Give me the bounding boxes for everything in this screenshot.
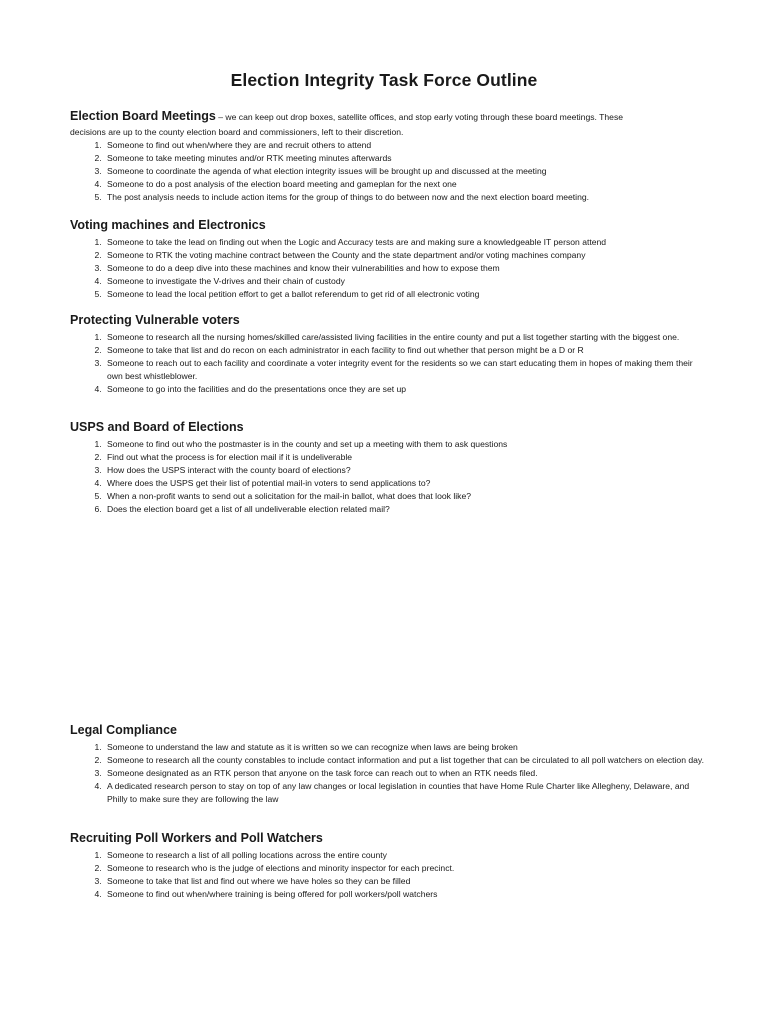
list-item: 3. Someone to do a deep dive into these machines and know their vulnerabilities and how to expose them <box>104 262 710 275</box>
list-item: 5. When a non-profit wants to send out a solicitation for the mail-in ballot, what does that look like? <box>104 490 710 503</box>
list-item: 1. Someone to find out who the postmaster is in the county and set up a meeting with them to ask questions <box>104 438 710 451</box>
item-list <box>70 139 710 204</box>
list-item: 4. Someone to investigate the V-drives and their chain of custody <box>104 275 710 288</box>
list-item: 3. Someone designated as an RTK person that anyone on the task force can reach out to when an RTK needs filed. <box>104 767 710 780</box>
list-item: 2. Someone to take meeting minutes and/or RTK meeting minutes afterwards <box>104 152 710 165</box>
section-intro: – we can keep out drop boxes, satellite offices, and stop early voting through these board meetings. These <box>215 112 624 122</box>
list-item: 1. Someone to research all the nursing homes/skilled care/assisted living facilities in the entire county and put a list together starting with the biggest one. <box>104 331 710 344</box>
section-legal-compliance <box>70 723 710 806</box>
list-item: 4. Someone to do a post analysis of the election board meeting and gameplan for the next one <box>104 178 710 191</box>
list-item: 6. Does the election board get a list of all undeliverable election related mail? <box>104 503 710 516</box>
list-item: 1. Someone to find out when/where they are and recruit others to attend <box>104 139 710 152</box>
section-heading: Recruiting Poll Workers and Poll Watchers <box>70 831 323 845</box>
section-intro-continued: decisions are up to the county election board and commissioners, left to their discretion. <box>70 127 404 137</box>
list-item: 3. Someone to coordinate the agenda of what election integrity issues will be brought up and discussed at the meeting <box>104 165 710 178</box>
section-voting-machines <box>70 218 710 301</box>
section-protecting-vulnerable-voters <box>70 313 710 396</box>
list-item: 2. Someone to research all the county constables to include contact information and put a list together that can be circulated to all poll watchers on election day. <box>104 754 710 767</box>
list-item: 4. A dedicated research person to stay on top of any law changes or local legislation in counties that have Home Rule Charter like Allegheny, Delaware, and Philly to make sure they are following the law <box>104 780 710 806</box>
list-item: 5. The post analysis needs to include action items for the group of things to do between now and the next election board meeting. <box>104 191 710 204</box>
item-list <box>70 741 710 806</box>
list-item: 5. Someone to lead the local petition effort to get a ballot referendum to get rid of all electronic voting <box>104 288 710 301</box>
list-item: 2. Someone to RTK the voting machine contract between the County and the state department and/or voting machines company <box>104 249 710 262</box>
section-heading: Protecting Vulnerable voters <box>70 313 240 327</box>
list-item: 1. Someone to understand the law and statute as it is written so we can recognize when laws are being broken <box>104 741 710 754</box>
section-recruiting-poll-workers <box>70 831 710 901</box>
section-election-board-meetings <box>70 109 710 204</box>
section-usps-board-of-elections <box>70 420 710 516</box>
list-item: 1. Someone to research a list of all polling locations across the entire county <box>104 849 710 862</box>
section-heading: USPS and Board of Elections <box>70 420 244 434</box>
item-list <box>70 438 710 516</box>
section-heading: Election Board Meetings <box>70 109 216 123</box>
page-title: Election Integrity Task Force Outline <box>230 70 538 90</box>
list-item: 2. Someone to research who is the judge of elections and minority inspector for each precinct. <box>104 862 710 875</box>
list-item: 1. Someone to take the lead on finding out when the Logic and Accuracy tests are and making sure a knowledgeable IT person attend <box>104 236 710 249</box>
list-item: 3. Someone to take that list and find out where we have holes so they can be filled <box>104 875 710 888</box>
list-item: 4. Someone to go into the facilities and do the presentations once they are set up <box>104 383 710 396</box>
section-heading: Voting machines and Electronics <box>70 218 266 232</box>
list-item: 3. Someone to reach out to each facility and coordinate a voter integrity event for the residents so we can start educating them in hopes of making them their own best whistleblower. <box>104 357 710 383</box>
list-item: 3. How does the USPS interact with the county board of elections? <box>104 464 710 477</box>
list-item: 2. Find out what the process is for election mail if it is undeliverable <box>104 451 710 464</box>
section-heading: Legal Compliance <box>70 723 177 737</box>
list-item: 4. Someone to find out when/where training is being offered for poll workers/poll watchers <box>104 888 710 901</box>
item-list <box>70 236 710 301</box>
item-list <box>70 331 710 396</box>
list-item: 4. Where does the USPS get their list of potential mail-in voters to send applications to? <box>104 477 710 490</box>
list-item: 2. Someone to take that list and do recon on each administrator in each facility to find out whether that person might be a D or R <box>104 344 710 357</box>
item-list <box>70 849 710 901</box>
